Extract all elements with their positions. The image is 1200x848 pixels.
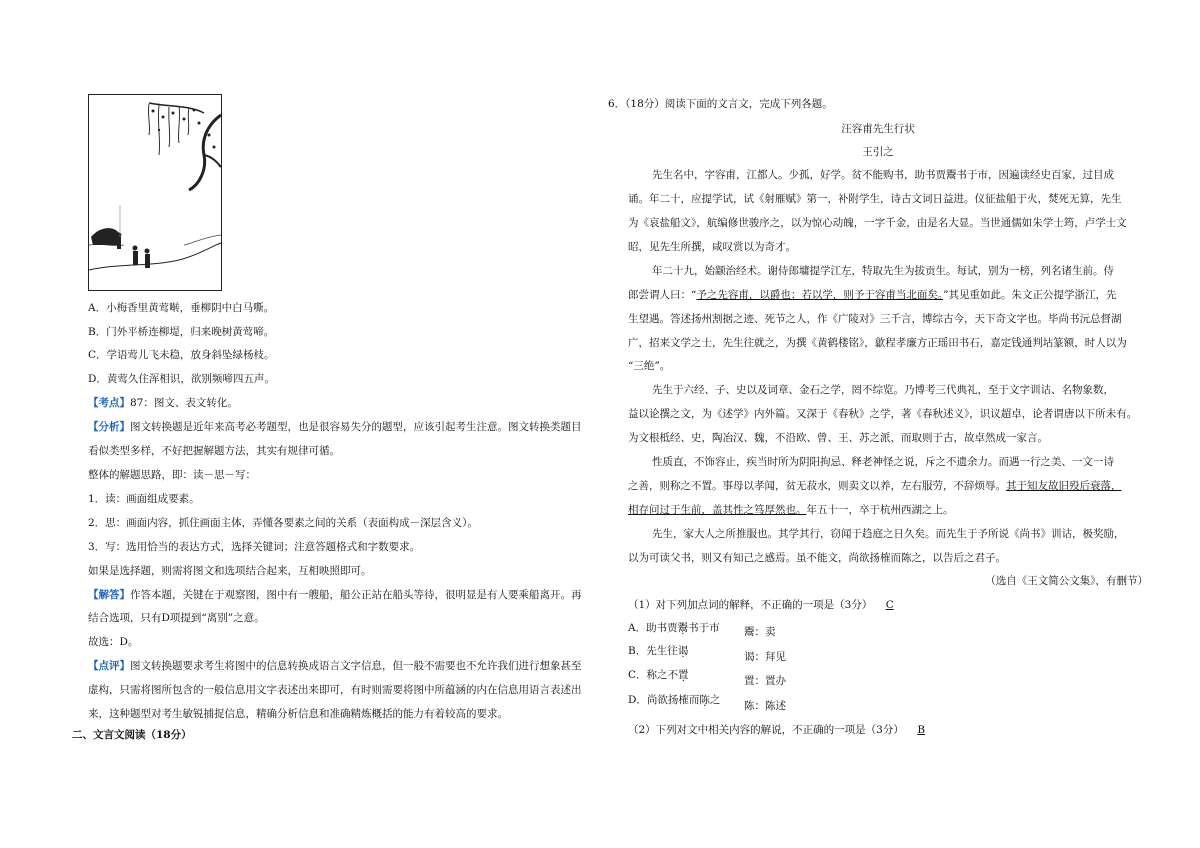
jieda-line-1 <box>88 588 582 602</box>
step-line-0: 整体的解题思路，即：读－思－写： <box>88 469 256 481</box>
q1-gloss-c: 置：置办 <box>744 675 786 687</box>
q1-option-a-prefix: A．助书贾 <box>628 622 678 634</box>
para4-line-3 <box>628 503 954 517</box>
para4-line-2 <box>628 479 1122 493</box>
step-line-1: 1．读：画面组成要素。 <box>88 493 200 505</box>
fenxi-line-1 <box>88 420 582 434</box>
fenxi-line-2: 看似类型多样，不好把握解题方法，其实有规律可循。 <box>88 445 340 457</box>
q1-gloss-a: 鬻：卖 <box>744 626 776 638</box>
para4-text-a: 之善，则称之不置。事母以孝闻，贫无菽水，则卖文以养，左右服劳，不辞烦辱。 <box>628 480 1006 492</box>
para2-text-b: ，特取先生为拔贡生。每试，别为一榜，列名诸生前。侍 <box>851 265 1114 277</box>
para2-text-a: 年二十九，始颛治经术。谢侍郎墉提学江 <box>652 265 841 277</box>
q1-answer: C <box>885 599 894 611</box>
jieda-tag: 【解答】 <box>88 589 130 601</box>
q1-line <box>628 598 904 612</box>
q1-option-d-rest: 之 <box>709 694 721 706</box>
underlined-sentence-1: 予之先容甫，以爵也；若以学，则予于容甫当北面矣。 <box>696 289 944 301</box>
para4-text-b: 年五十一，卒于杭州西湖之上。 <box>806 504 954 516</box>
guxuan-line: 故选：D。 <box>88 636 139 648</box>
q1-option-c-prefix: C．称之不 <box>628 669 679 681</box>
option-c: C．学语莺儿飞未稳，放身斜坠绿杨枝。 <box>88 349 275 361</box>
river-boat-illustration <box>89 95 221 290</box>
fenxi-tag: 【分析】 <box>88 421 130 433</box>
jieda-line-2: 结合选项，只有D项提到“离别”之意。 <box>88 612 265 624</box>
source-note: （选自《王文简公文集》，有删节） <box>985 575 1148 587</box>
kaodian-text: 87：图文、表文转化。 <box>130 397 238 409</box>
q1-option-a-dotted: 鬻 <box>677 622 689 634</box>
kaodian-line <box>88 396 238 410</box>
para3-line-2: 益以论撰之文，为《述学》内外篇。又深于《春秋》之学，著《春秋述义》，识议超卓，论者谓唐以下所未有。 <box>628 408 1138 420</box>
fenxi-text-1: 图文转换题是近年来高考必考题型，也是很容易失分的题型，应该引起考生注意。图文转换类题目 <box>130 421 582 433</box>
q2-answer: B <box>917 724 926 736</box>
option-d: D．黄莺久住浑相识，欲别频啼四五声。 <box>88 373 275 385</box>
q1-option-b-dotted: 谒 <box>677 645 689 657</box>
q2-line <box>628 723 935 737</box>
q2-text: （2）下列对文中相关内容的解说，不正确的一项是（3分） <box>628 724 904 736</box>
para2-line-1 <box>652 264 1114 278</box>
para1-line-3: 为《哀盐船文》，航编修世骏序之，以为惊心动魄，一字千金，由是名大显。当世通儒如朱学士筠，卢学士文 <box>628 217 1127 229</box>
q1-text: （1）对下列加点词的解释，不正确的一项是（3分） <box>628 599 873 611</box>
q1-gloss-b: 谒：拜见 <box>744 651 786 663</box>
step-line-3: 3．写：选用恰当的表达方式，选择关键词；注意答题格式和字数要求。 <box>88 541 421 553</box>
q1-option-c <box>628 668 689 682</box>
para2-quote-open: 郎尝谓人曰：“ <box>628 289 697 301</box>
article-title: 汪容甫先生行状 <box>841 123 915 135</box>
q1-option-a-rest: 书于市 <box>688 622 720 634</box>
dianping-line-3: 来，这种题型对考生敏锐捕捉信息，精确分析信息和准确精炼概括的能力有着较高的要求。 <box>88 708 508 720</box>
para2-line-3: 生望遇。答述扬州割据之迹、死节之人，作《广陵对》三千言，博综古今，天下奇文字也。毕尚书沅总督湖 <box>628 313 1122 325</box>
q1-option-c-dotted: 置 <box>678 669 689 681</box>
para1-line-1: 先生名中，字容甫，江都人。少孤，好学。贫不能购书，助书贾鬻书于市，因遍读经史百家，过目成 <box>652 169 1114 181</box>
dianping-tag: 【点评】 <box>88 660 130 672</box>
illustration-image <box>88 94 222 291</box>
para1-line-2: 诵。年二十，应提学试，试《射雁赋》第一，补附学生，诗古文词日益进。仪征盐船于火，焚死无算，先生 <box>628 193 1122 205</box>
para4-line-1: 性质直，不饰容止，疾当时所为阴阳拘忌、释老神怪之说，斥之不遗余力。而遇一行之美、一文一诗 <box>652 456 1114 468</box>
underlined-sentence-2b: 相存问过于生前，盖其性之笃厚然也。 <box>628 504 807 516</box>
para1-line-4: 昭，见先生所撰，咸叹赏以为奇才。 <box>628 241 796 253</box>
article-author: 王引之 <box>862 146 894 158</box>
option-b: B．门外平桥连柳堤，归来晚树黄莺啼。 <box>88 326 275 338</box>
kaodian-tag: 【考点】 <box>88 397 130 409</box>
q1-option-d-prefix: D．尚欲扬榷而 <box>628 694 700 706</box>
q1-option-a <box>628 621 720 635</box>
option-a: A．小梅香里黄莺啭，垂柳阴中白马嘶。 <box>88 302 275 314</box>
step-line-4: 如果是选择题，则需将图文和选项结合起来，互相映照即可。 <box>88 565 372 577</box>
q1-option-b <box>628 644 688 658</box>
para3-line-1: 先生于六经、子、史以及词章、金石之学，罔不综览。乃博考三代典礼，至于文字训诂、名物象数， <box>652 384 1114 396</box>
q1-option-b-prefix: B．先生往 <box>628 645 678 657</box>
para5-line-2: 以为可读父书，则又有知己之感焉。虽不能文，尚欲扬榷而陈之，以告后之君子。 <box>628 552 1006 564</box>
question-intro: 6．（18分）阅读下面的文言文，完成下列各题。 <box>608 98 833 110</box>
dianping-text-1: 图文转换题要求考生将图中的信息转换成语言文字信息，但一般不需要也不允许我们进行想象甚至 <box>130 660 582 672</box>
para2-line-2 <box>628 288 1117 302</box>
para5-line-1: 先生，家大人之所推服也。其学其行，窃闻于趋庭之日久矣。而先生于予所说《尚书》训诂，极奖励， <box>652 528 1125 540</box>
section-title: 二、文言文阅读（18分） <box>72 729 192 741</box>
underlined-sentence-2a: 其于知友故旧殁后衰落， <box>1006 480 1122 492</box>
para2-line-4: 广，招来文学之士，先生往就之，为撰《黄鹤楼铭》，歙程孝廉方正瑶田书石，嘉定钱通判坫篆额，时人以为 <box>628 337 1127 349</box>
dianping-line-2: 虚构，只需将图所包含的一般信息用文字表述出来即可，有时则需要将图中所蕴涵的内在信息用语言表述出 <box>88 684 582 696</box>
dotted-word-zuo: 左 <box>841 265 852 277</box>
para3-line-3: 为文根柢经、史，陶冶汉、魏，不沿欧、曾、王、苏之派，而取则于古，故卓然成一家言。 <box>628 432 1048 444</box>
q1-gloss-d: 陈：陈述 <box>744 700 786 712</box>
para2-line-5: “三绝”。 <box>628 360 671 372</box>
step-line-2: 2．思：画面内容，抓住画面主体，弄懂各要素之间的关系（表面构成－深层含义）。 <box>88 517 478 529</box>
q1-option-d-dotted: 陈 <box>699 694 710 706</box>
para2-quote-close: ”其见重如此。朱文正公提学浙江，先 <box>943 289 1117 301</box>
jieda-text-1: 作答本题，关键在于观察图，图中有一艘船，船公正站在船头等待，很明显是有人要乘船离开。再 <box>130 589 582 601</box>
dianping-line-1 <box>88 659 582 673</box>
q1-option-d <box>628 693 720 707</box>
